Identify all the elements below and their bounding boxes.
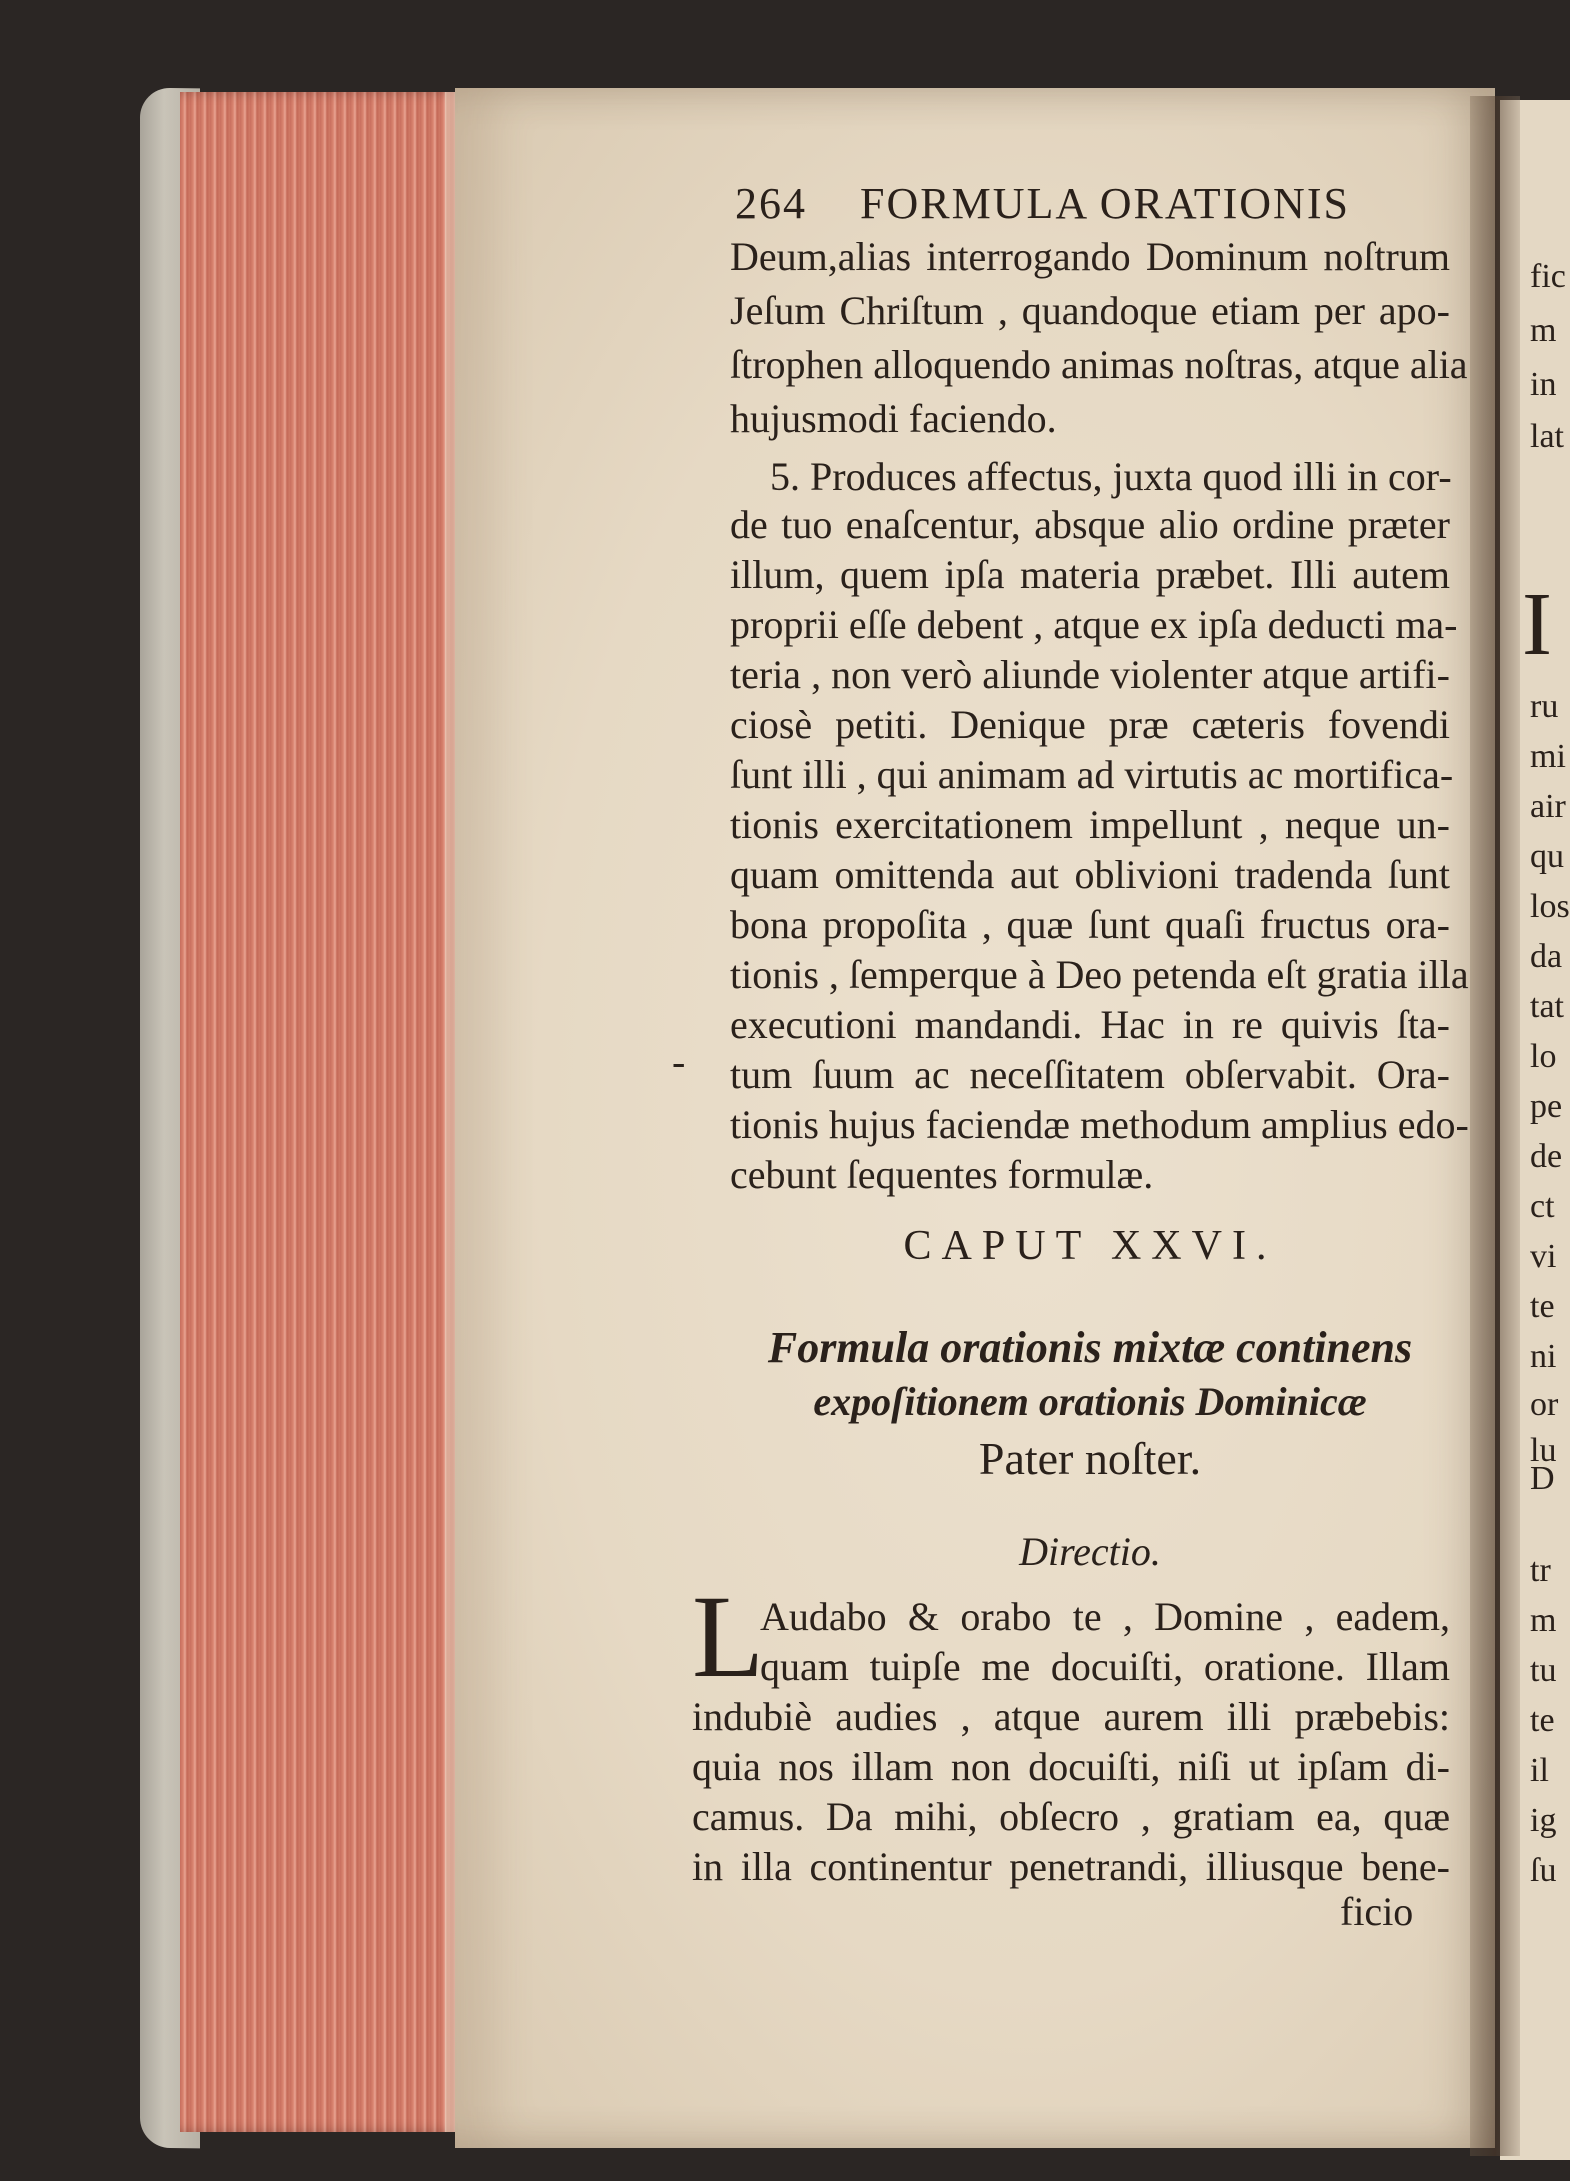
right-fragment: pe [1530, 1088, 1563, 1125]
text-line: Audabo & orabo te , Domine , eadem, [760, 1594, 1450, 1639]
catchword: ficio [1340, 1889, 1414, 1934]
text-line: 5. Produces affectus, juxta quod illi in cor- [770, 454, 1452, 499]
text-line: proprii eſſe debent , atque ex ipſa deducti ma- [730, 602, 1458, 647]
text-line: tum ſuum ac neceſſitatem obſervabit. Ora- [730, 1052, 1450, 1097]
right-fragment: ig [1530, 1802, 1557, 1839]
drop-cap: L [692, 1571, 765, 1702]
right-fragment: tr [1530, 1552, 1551, 1589]
right-fragment: il [1530, 1752, 1549, 1789]
right-fragment: in [1530, 366, 1557, 403]
text-line: quam tuipſe me docuiſti, oratione. Illam [760, 1644, 1450, 1689]
right-fragment: ni [1530, 1338, 1557, 1375]
right-fragment: lat [1530, 418, 1564, 455]
chapter-heading: CAPUT XXVI. [903, 1223, 1277, 1269]
right-fragment: ru [1530, 688, 1559, 725]
text-line: cebunt ſequentes formulæ. [730, 1152, 1154, 1197]
margin-mark: - [672, 1039, 686, 1084]
text-line: tionis exercitationem impellunt , neque un- [730, 802, 1450, 847]
text-line: bona propoſita , quæ ſunt quaſi fructus ora- [730, 902, 1450, 947]
right-fragment: tu [1530, 1652, 1557, 1689]
section-heading: Directio. [1019, 1529, 1161, 1574]
right-fragment: air [1530, 788, 1566, 825]
book-gutter [1470, 96, 1520, 2156]
text-line: executioni mandandi. Hac in re quivis ſta- [730, 1002, 1450, 1047]
text-line: tionis , ſemperque à Deo petenda eſt gratia illa [730, 952, 1469, 997]
right-fragment: or [1530, 1386, 1559, 1423]
right-fragment: D [1530, 1460, 1555, 1497]
right-fragment: mi [1530, 738, 1566, 775]
right-fragment: m [1530, 312, 1557, 349]
right-fragment: de [1530, 1138, 1563, 1175]
text-line: hujusmodi faciendo. [730, 396, 1057, 441]
text-line: ſtrophen alloquendo animas noſtras, atque alia [730, 342, 1468, 387]
text-line: quia nos illam non docuiſti, niſi ut ipſam di- [692, 1744, 1450, 1789]
text-line: ſunt illi , qui animam ad virtutis ac mortifica- [730, 752, 1454, 797]
right-drop-cap: I [1522, 575, 1552, 674]
text-line: indubiè audies , atque aurem illi præbebis: [692, 1694, 1450, 1739]
right-fragment: los [1530, 888, 1570, 925]
right-fragment: lu [1530, 1432, 1557, 1469]
text-line: quam omittenda aut oblivioni tradenda ſunt [730, 852, 1450, 897]
right-fragment: da [1530, 938, 1563, 975]
right-fragment: vi [1530, 1238, 1557, 1275]
chapter-title-line: expoſitionem orationis Dominicæ [813, 1379, 1367, 1424]
chapter-title-line: Formula orationis mixtæ continens [767, 1323, 1413, 1372]
right-fragment: m [1530, 1602, 1557, 1639]
right-fragment: ſu [1530, 1852, 1557, 1889]
right-fragment: qu [1530, 838, 1564, 875]
right-fragment: te [1530, 1702, 1555, 1739]
text-line: in illa continentur penetrandi, illiusque bene- [692, 1844, 1450, 1889]
text-line: tionis hujus faciendæ methodum amplius edo- [730, 1102, 1469, 1147]
running-title: FORMULA ORATIONIS [860, 179, 1350, 228]
text-line: teria , non verò aliunde violenter atque artifi- [730, 652, 1450, 697]
right-fragment: tat [1530, 988, 1564, 1025]
running-head [735, 178, 1455, 229]
right-fragment: ct [1530, 1188, 1555, 1225]
text-line: ciosè petiti. Denique præ cæteris fovendi [730, 702, 1450, 747]
chapter-title-roman: Pater noſter. [978, 1433, 1202, 1484]
page-edges [180, 92, 465, 2132]
right-fragment: lo [1530, 1038, 1557, 1075]
text-line: camus. Da mihi, obſecro , gratiam ea, quæ [692, 1794, 1450, 1839]
text-line: Jeſum Chriſtum , quandoque etiam per apo- [730, 288, 1450, 333]
page-number: 264 [735, 179, 807, 228]
right-fragment: te [1530, 1288, 1555, 1325]
right-fragment: fic [1530, 258, 1566, 295]
text-line: illum, quem ipſa materia præbet. Illi autem [730, 552, 1450, 597]
text-line: Deum,alias interrogando Dominum noſtrum [730, 234, 1450, 279]
text-line: de tuo enaſcentur, absque alio ordine præter [730, 502, 1450, 547]
